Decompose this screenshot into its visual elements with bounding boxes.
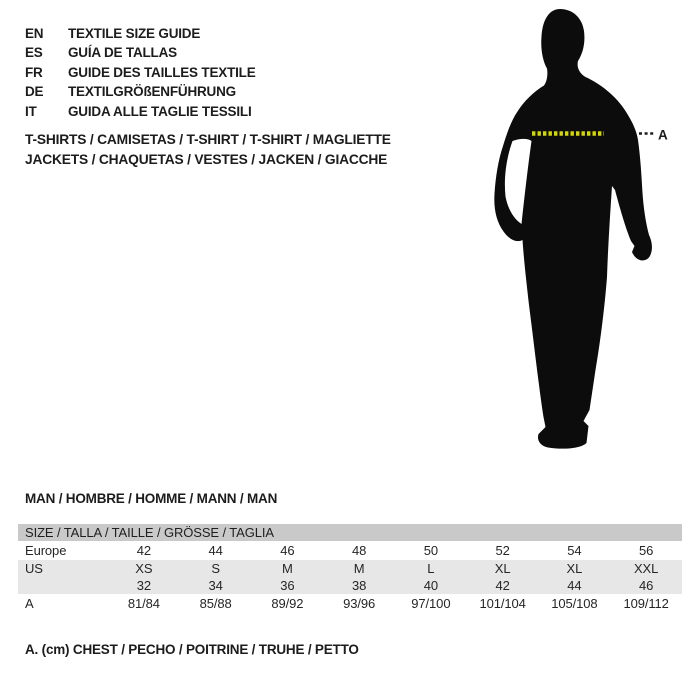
row-label: A bbox=[25, 595, 34, 611]
size-cell: 85/88 bbox=[199, 595, 232, 611]
table-row-us bbox=[18, 560, 682, 577]
size-table-header: SIZE / TALLA / TAILLE / GRÖSSE / TAGLIA bbox=[18, 524, 682, 541]
language-row bbox=[25, 82, 256, 101]
language-row bbox=[25, 43, 256, 62]
size-cell: 44 bbox=[567, 578, 582, 593]
language-code: ES bbox=[25, 45, 43, 61]
language-code: FR bbox=[25, 64, 43, 80]
size-cell: 93/96 bbox=[343, 595, 376, 611]
size-cell: 40 bbox=[423, 578, 438, 593]
size-cell: 89/92 bbox=[271, 595, 304, 611]
man-silhouette-figure bbox=[480, 0, 680, 460]
language-label: GUIDE DES TAILLES TEXTILE bbox=[68, 64, 256, 80]
size-cell: 56 bbox=[638, 543, 654, 558]
row-label: US bbox=[25, 561, 43, 576]
language-row bbox=[25, 24, 256, 43]
size-cell: L bbox=[427, 561, 435, 576]
size-cell: 105/108 bbox=[551, 595, 598, 611]
language-code: IT bbox=[25, 103, 37, 119]
size-cell: 44 bbox=[208, 543, 223, 558]
size-cell: M bbox=[282, 561, 293, 576]
table-row-europe bbox=[18, 541, 682, 560]
language-label: TEXTILE SIZE GUIDE bbox=[68, 26, 201, 41]
language-label: GUIDA ALLE TAGLIE TESSILI bbox=[68, 103, 252, 119]
section-title-man: MAN / HOMBRE / HOMME / MANN / MAN bbox=[25, 491, 278, 506]
size-cell: 54 bbox=[567, 543, 582, 558]
size-cell: XS bbox=[135, 561, 153, 576]
measure-label-a: A bbox=[658, 127, 668, 143]
category-line-tshirts: T-SHIRTS / CAMISETAS / T-SHIRT / T-SHIRT / MAGLIETTE bbox=[25, 132, 391, 147]
language-label: TEXTILGRÖßENFÜHRUNG bbox=[68, 84, 236, 100]
size-table bbox=[18, 524, 682, 612]
size-cell: 36 bbox=[280, 578, 295, 593]
size-cell: 101/104 bbox=[479, 595, 526, 611]
size-cell: 52 bbox=[495, 543, 510, 558]
size-cell: 46 bbox=[280, 543, 295, 558]
size-cell: 34 bbox=[208, 578, 223, 593]
size-cell: 81/84 bbox=[127, 595, 160, 611]
garment-categories bbox=[25, 130, 391, 170]
table-row-chest-cm bbox=[18, 594, 682, 612]
size-cell: S bbox=[211, 561, 220, 576]
language-row bbox=[25, 63, 256, 82]
language-label: GUÍA DE TALLAS bbox=[68, 45, 177, 61]
category-line-jackets: JACKETS / CHAQUETAS / VESTES / JACKEN / GIACCHE bbox=[25, 152, 388, 167]
measurement-footnote: A. (cm) CHEST / PECHO / POITRINE / TRUHE / PETTO bbox=[25, 642, 359, 657]
size-cell: 48 bbox=[351, 543, 367, 558]
size-cell: 38 bbox=[351, 578, 367, 593]
row-label: Europe bbox=[25, 543, 67, 558]
size-cell: XXL bbox=[633, 561, 659, 576]
size-cell: 50 bbox=[423, 543, 438, 558]
size-cell: 109/112 bbox=[623, 595, 669, 611]
size-cell: XL bbox=[494, 561, 511, 576]
man-silhouette bbox=[494, 9, 652, 449]
size-cell: 32 bbox=[136, 578, 151, 593]
language-row bbox=[25, 102, 256, 121]
language-code: DE bbox=[25, 84, 44, 100]
table-row-numeric bbox=[18, 577, 682, 594]
size-cell: XL bbox=[566, 561, 583, 576]
size-cell: 97/100 bbox=[411, 595, 451, 611]
language-list bbox=[25, 24, 256, 121]
size-cell: 42 bbox=[136, 543, 151, 558]
size-cell: 46 bbox=[638, 578, 654, 593]
language-code: EN bbox=[25, 26, 44, 41]
size-cell: M bbox=[353, 561, 365, 576]
size-cell: 42 bbox=[495, 578, 510, 593]
